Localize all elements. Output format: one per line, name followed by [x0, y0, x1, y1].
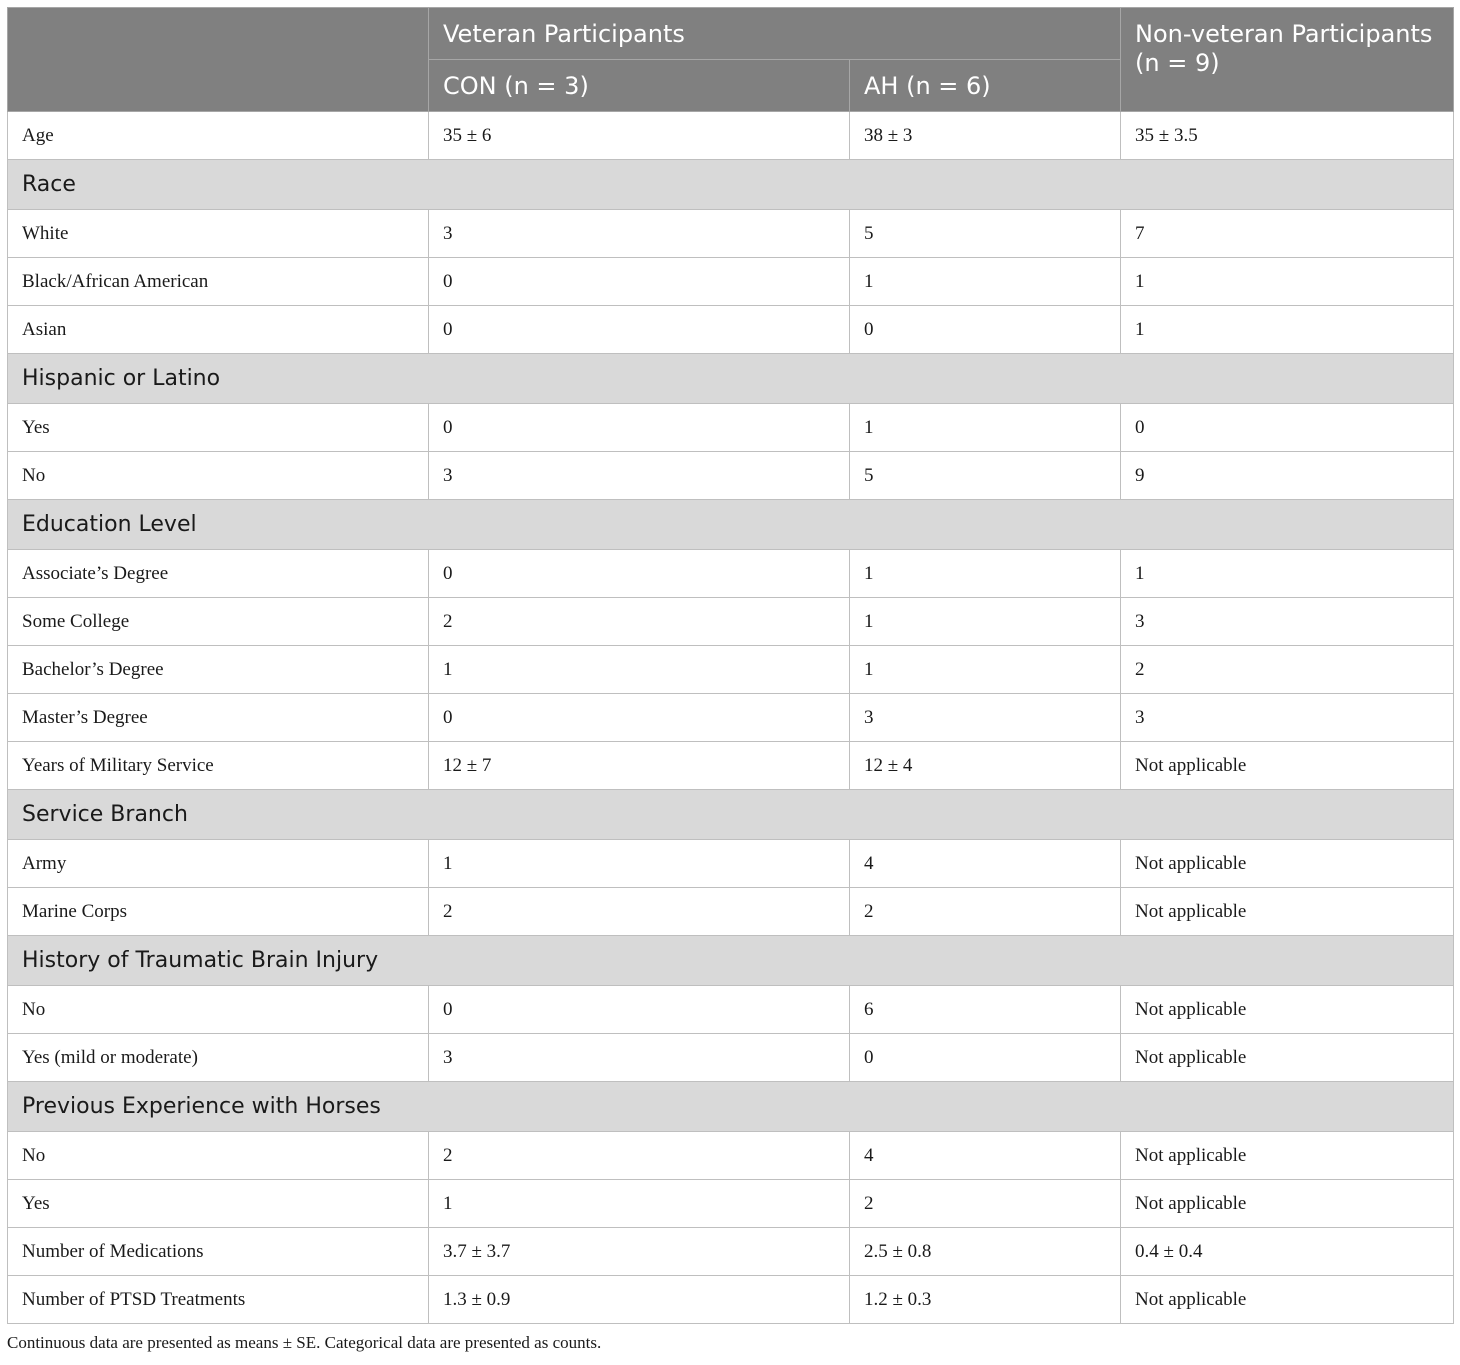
nonvet-value-cell: Not applicable	[1121, 986, 1454, 1034]
table-row	[8, 1132, 1454, 1180]
con-value-cell: 1	[429, 840, 850, 888]
table-row	[8, 452, 1454, 500]
table-row	[8, 1228, 1454, 1276]
section-row	[8, 936, 1454, 986]
section-label: Hispanic or Latino	[8, 354, 1454, 404]
ah-value-cell: 6	[850, 986, 1121, 1034]
table-row	[8, 258, 1454, 306]
con-value-cell: 1.3 ± 0.9	[429, 1276, 850, 1324]
nonvet-value-cell: 3	[1121, 598, 1454, 646]
ah-value-cell: 5	[850, 452, 1121, 500]
ah-value-cell: 1.2 ± 0.3	[850, 1276, 1121, 1324]
row-label-cell: Yes (mild or moderate)	[8, 1034, 429, 1082]
section-label: History of Traumatic Brain Injury	[8, 936, 1454, 986]
section-label: Race	[8, 160, 1454, 210]
row-label-cell: Years of Military Service	[8, 742, 429, 790]
table-row	[8, 1276, 1454, 1324]
header-veteran-group: Veteran Participants	[429, 8, 1121, 60]
demographics-table	[7, 7, 1454, 1324]
nonvet-value-cell: 0	[1121, 404, 1454, 452]
nonvet-value-cell: 1	[1121, 550, 1454, 598]
nonvet-value-cell: Not applicable	[1121, 742, 1454, 790]
section-row	[8, 1082, 1454, 1132]
nonvet-value-cell: Not applicable	[1121, 840, 1454, 888]
ah-value-cell: 1	[850, 646, 1121, 694]
section-row	[8, 354, 1454, 404]
ah-value-cell: 4	[850, 1132, 1121, 1180]
table-row	[8, 1034, 1454, 1082]
con-value-cell: 1	[429, 1180, 850, 1228]
con-value-cell: 35 ± 6	[429, 112, 850, 160]
con-value-cell: 3	[429, 452, 850, 500]
ah-value-cell: 2	[850, 888, 1121, 936]
con-value-cell: 0	[429, 694, 850, 742]
section-row	[8, 500, 1454, 550]
ah-value-cell: 2	[850, 1180, 1121, 1228]
nonvet-value-cell: 2	[1121, 646, 1454, 694]
section-label: Service Branch	[8, 790, 1454, 840]
ah-value-cell: 1	[850, 598, 1121, 646]
nonvet-value-cell: Not applicable	[1121, 1034, 1454, 1082]
table-row	[8, 112, 1454, 160]
row-label-cell: White	[8, 210, 429, 258]
table-container	[7, 7, 1453, 1353]
table-row	[8, 646, 1454, 694]
con-value-cell: 0	[429, 258, 850, 306]
table-footnote: Continuous data are presented as means ± SE. Categorical data are presented as counts.	[7, 1333, 602, 1352]
table-row	[8, 1180, 1454, 1228]
table-row	[8, 742, 1454, 790]
ah-value-cell: 2.5 ± 0.8	[850, 1228, 1121, 1276]
section-label: Education Level	[8, 500, 1454, 550]
row-label-cell: Army	[8, 840, 429, 888]
row-label-cell: Bachelor’s Degree	[8, 646, 429, 694]
row-label-cell: Number of Medications	[8, 1228, 429, 1276]
ah-value-cell: 38 ± 3	[850, 112, 1121, 160]
con-value-cell: 0	[429, 550, 850, 598]
header-nonveteran: Non-veteran Participants (n = 9)	[1121, 8, 1454, 112]
con-value-cell: 2	[429, 1132, 850, 1180]
table-row	[8, 888, 1454, 936]
nonvet-value-cell: Not applicable	[1121, 1276, 1454, 1324]
ah-value-cell: 5	[850, 210, 1121, 258]
table-row	[8, 986, 1454, 1034]
nonvet-value-cell: Not applicable	[1121, 888, 1454, 936]
header-ah: AH (n = 6)	[850, 60, 1121, 112]
row-label-cell: Some College	[8, 598, 429, 646]
con-value-cell: 2	[429, 598, 850, 646]
table-row	[8, 694, 1454, 742]
row-label-cell: Associate’s Degree	[8, 550, 429, 598]
nonvet-value-cell: Not applicable	[1121, 1180, 1454, 1228]
table-row	[8, 306, 1454, 354]
table-row	[8, 210, 1454, 258]
ah-value-cell: 0	[850, 306, 1121, 354]
con-value-cell: 0	[429, 306, 850, 354]
section-row	[8, 790, 1454, 840]
table-body	[8, 112, 1454, 1324]
row-label-cell: Age	[8, 112, 429, 160]
row-label-cell: Marine Corps	[8, 888, 429, 936]
nonvet-value-cell: 7	[1121, 210, 1454, 258]
con-value-cell: 2	[429, 888, 850, 936]
ah-value-cell: 3	[850, 694, 1121, 742]
nonvet-value-cell: 0.4 ± 0.4	[1121, 1228, 1454, 1276]
ah-value-cell: 1	[850, 550, 1121, 598]
section-label: Previous Experience with Horses	[8, 1082, 1454, 1132]
con-value-cell: 3	[429, 210, 850, 258]
row-label-cell: Number of PTSD Treatments	[8, 1276, 429, 1324]
nonvet-value-cell: 1	[1121, 306, 1454, 354]
section-row	[8, 160, 1454, 210]
ah-value-cell: 1	[850, 404, 1121, 452]
nonvet-value-cell: 3	[1121, 694, 1454, 742]
table-row	[8, 840, 1454, 888]
table-row	[8, 404, 1454, 452]
con-value-cell: 0	[429, 986, 850, 1034]
row-label-cell: Yes	[8, 404, 429, 452]
con-value-cell: 0	[429, 404, 850, 452]
row-label-cell: No	[8, 986, 429, 1034]
table-row	[8, 550, 1454, 598]
row-label-cell: No	[8, 1132, 429, 1180]
row-label-cell: Yes	[8, 1180, 429, 1228]
nonvet-value-cell: Not applicable	[1121, 1132, 1454, 1180]
nonvet-value-cell: 9	[1121, 452, 1454, 500]
ah-value-cell: 0	[850, 1034, 1121, 1082]
con-value-cell: 3	[429, 1034, 850, 1082]
nonvet-value-cell: 1	[1121, 258, 1454, 306]
row-label-cell: Black/African American	[8, 258, 429, 306]
row-label-cell: No	[8, 452, 429, 500]
table-row	[8, 598, 1454, 646]
header-empty-cell	[8, 8, 429, 112]
header-con: CON (n = 3)	[429, 60, 850, 112]
con-value-cell: 3.7 ± 3.7	[429, 1228, 850, 1276]
nonvet-value-cell: 35 ± 3.5	[1121, 112, 1454, 160]
con-value-cell: 1	[429, 646, 850, 694]
ah-value-cell: 12 ± 4	[850, 742, 1121, 790]
table-header	[8, 8, 1454, 112]
con-value-cell: 12 ± 7	[429, 742, 850, 790]
row-label-cell: Asian	[8, 306, 429, 354]
ah-value-cell: 4	[850, 840, 1121, 888]
row-label-cell: Master’s Degree	[8, 694, 429, 742]
ah-value-cell: 1	[850, 258, 1121, 306]
